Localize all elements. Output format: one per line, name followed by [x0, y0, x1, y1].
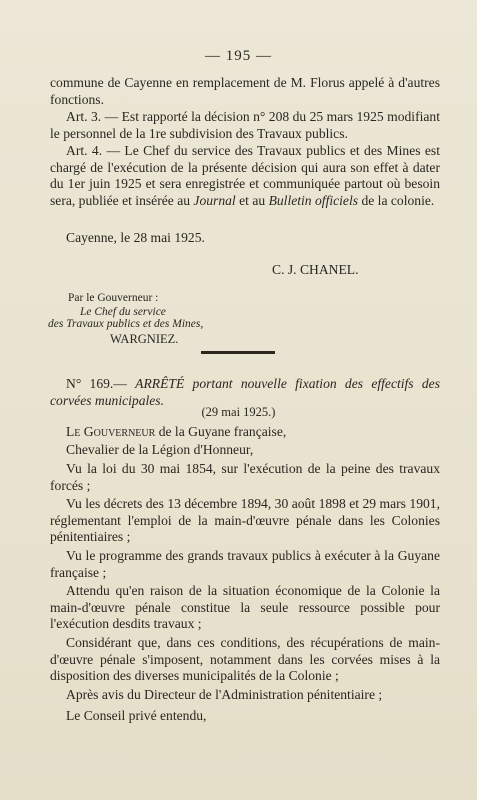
signatory-name: C. J. CHANEL. [272, 262, 359, 277]
le-gouverneur-text [50, 424, 440, 441]
journal-word: Journal [193, 192, 236, 208]
vu-loi-paragraph: Vu la loi du 30 mai 1854, sur l'exécution de la peine des travaux forcés ; [50, 461, 440, 493]
article-4-part-a: Art. 4. — Le Chef du service des Travaux publics et des Mines est chargé de l'exécution de la présente décision qui aura son effet à dater du 1er juin 1925 et sera enregistrée et communiquée partout où besoin sera, publiée et insérée au [50, 143, 440, 208]
chef-name: WARGNIEZ. [110, 332, 179, 346]
article-4-part-b: et au [235, 192, 269, 208]
considerant-paragraph: Considérant que, dans ces conditions, des récupérations de main-d'œuvre pénale s'imposent, notamment dans les corvées mises à la disposition des diverses municipalités de la Colonie ; [50, 635, 440, 683]
arrete-number: N° 169.— [66, 376, 127, 391]
vu-decrets-paragraph: Vu les décrets des 13 décembre 1894, 30 août 1898 et 29 mars 1901, réglementant l'emploi de la main-d'œuvre pénale dans les Colonies pénitentiaires ; [50, 496, 440, 544]
attendu-paragraph: Attendu qu'en raison de la situation économique de la Colonie la main-d'œuvre pénale constitue la seule ressource possible pour l'exécution desdits travaux ; [50, 583, 440, 631]
le-gouverneur-smallcaps: Le Gouverneur [66, 424, 156, 439]
chef-service-line-2: des Travaux publics et des Mines, [48, 318, 204, 330]
conseil-prive-paragraph: Le Conseil privé entendu, [66, 708, 207, 723]
continuation-paragraph [50, 75, 440, 108]
chef-service-line-1: Le Chef du service [80, 306, 166, 318]
continuation-line: commune de Cayenne en remplacement de M. Florus appelé à d'autres fonctions. [50, 75, 440, 107]
arrete-date: (29 mai 1925.) [201, 405, 276, 419]
section-divider [201, 351, 275, 354]
vu-programme-paragraph: Vu le programme des grands travaux publics à exécuter à la Guyane française ; [50, 548, 440, 580]
bulletin-words: Bulletin officiels [268, 192, 359, 208]
arrete-title-rest: portant nouvelle fixation des effectifs des corvées municipales. [50, 376, 440, 408]
par-le-gouverneur: Par le Gouverneur : [68, 292, 159, 304]
le-gouverneur-line [50, 424, 440, 441]
place-date: Cayenne, le 28 mai 1925. [66, 230, 205, 245]
arrete-label: ARRÊTÉ [135, 376, 185, 391]
page-number: — 195 — [205, 48, 272, 64]
article-3 [50, 109, 440, 142]
apres-avis-paragraph: Après avis du Directeur de l'Administration pénitentiaire ; [66, 687, 383, 702]
article-4 [50, 143, 440, 209]
article-4-text [50, 143, 440, 209]
article-4-part-c: de la colonie. [358, 192, 435, 208]
chevalier-line: Chevalier de la Légion d'Honneur, [66, 442, 254, 457]
article-3-text: Art. 3. — Est rapporté la décision n° 208 du 25 mars 1925 modifiant le personnel de la 1re subdivision des Travaux publics. [50, 109, 440, 141]
le-gouverneur-rest: de la Guyane française, [155, 424, 287, 439]
